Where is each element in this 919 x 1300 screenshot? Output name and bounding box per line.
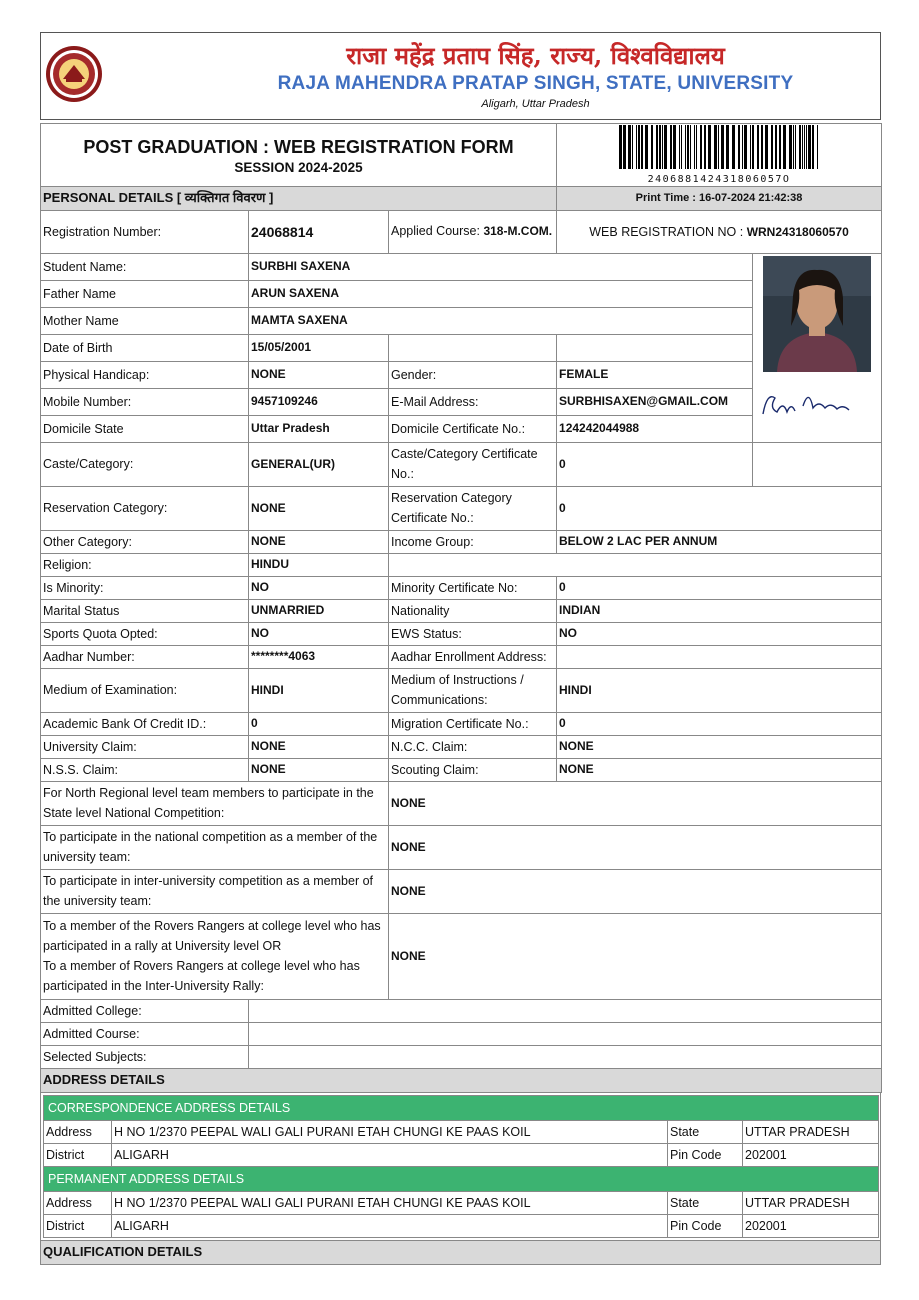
pin-code-label: Pin Code [668,1143,743,1166]
dob-value: 15/05/2001 [249,334,389,361]
sports-label: Sports Quota Opted: [41,622,249,645]
state-label: State [668,1191,743,1214]
personal-details-heading: PERSONAL DETAILS [ व्यक्तिगत विवरण ] [41,187,557,211]
income-label: Income Group: [389,530,557,553]
web-reg-label: WEB REGISTRATION NO : [589,224,744,239]
father-name-label: Father Name [41,280,249,307]
web-reg-cell [557,210,882,253]
minority-value: NO [249,576,389,599]
permanent-address-heading: PERMANENT ADDRESS DETAILS [44,1166,879,1191]
district-label: District [44,1214,112,1237]
ews-label: EWS Status: [389,622,557,645]
correspondence-address-value: H NO 1/2370 PEEPAL WALI GALI PURANI ETAH CHUNGI KE PAAS KOIL [112,1120,668,1143]
minority-cert-value: 0 [557,576,882,599]
competition-value: NONE [389,913,882,999]
student-signature [753,378,861,426]
reservation-value: NONE [249,486,389,530]
domicile-label: Domicile State [41,415,249,442]
barcode-number: 240688142431806057O [647,174,791,185]
domicile-value: Uttar Pradesh [249,415,389,442]
pin-code-label: Pin Code [668,1214,743,1237]
father-name-value: ARUN SAXENA [249,280,753,307]
ncc-claim-value: NONE [557,735,882,758]
nss-claim-label: N.S.S. Claim: [41,758,249,781]
barcode-icon [619,125,819,169]
domicile-cert-value: 124242044988 [557,415,753,442]
personal-details-table [40,123,882,1093]
university-claim-label: University Claim: [41,735,249,758]
migration-label: Migration Certificate No.: [389,712,557,735]
caste-cert-label: Caste/Category Certificate No.: [389,442,557,486]
university-location: Aligarh, Uttar Pradesh [481,98,590,110]
sports-value: NO [249,622,389,645]
abc-id-value: 0 [249,712,389,735]
handicap-label: Physical Handicap: [41,361,249,388]
mother-name-value: MAMTA SAXENA [249,307,753,334]
print-time: Print Time : 16-07-2024 21:42:38 [557,187,882,211]
rovers-rangers-label [41,913,389,999]
religion-value: HINDU [249,553,389,576]
correspondence-address-table [43,1095,879,1238]
scouting-claim-label: Scouting Claim: [389,758,557,781]
scouting-claim-value: NONE [557,758,882,781]
selected-subjects-label: Selected Subjects: [41,1045,249,1068]
marital-value: UNMARRIED [249,599,389,622]
caste-cert-value: 0 [557,442,753,486]
other-category-label: Other Category: [41,530,249,553]
web-reg-number: WRN24318060570 [746,224,849,239]
minority-cert-label: Minority Certificate No: [389,576,557,599]
correspondence-state-value: UTTAR PRADESH [743,1120,879,1143]
correspondence-pin-value: 202001 [743,1143,879,1166]
mobile-value: 9457109246 [249,388,389,415]
permanent-address-value: H NO 1/2370 PEEPAL WALI GALI PURANI ETAH CHUNGI KE PAAS KOIL [112,1191,668,1214]
address-label: Address [44,1120,112,1143]
domicile-cert-label: Domicile Certificate No.: [389,415,557,442]
income-value: BELOW 2 LAC PER ANNUM [557,530,882,553]
nss-claim-value: NONE [249,758,389,781]
correspondence-address-heading: CORRESPONDENCE ADDRESS DETAILS [44,1095,879,1120]
email-value: SURBHISAXEN@GMAIL.COM [557,388,753,415]
form-title-cell [41,124,557,187]
other-category-value: NONE [249,530,389,553]
competition-value: NONE [389,869,882,913]
reservation-label: Reservation Category: [41,486,249,530]
nationality-label: Nationality [389,599,557,622]
medium-exam-value: HINDI [249,668,389,712]
reservation-cert-value: 0 [557,486,882,530]
medium-instruction-value: HINDI [557,668,882,712]
mobile-label: Mobile Number: [41,388,249,415]
caste-label: Caste/Category: [41,442,249,486]
state-label: State [668,1120,743,1143]
qualification-table [40,1240,881,1265]
marital-label: Marital Status [41,599,249,622]
correspondence-district-value: ALIGARH [112,1143,668,1166]
abc-id-label: Academic Bank Of Credit ID.: [41,712,249,735]
university-name-english: RAJA MAHENDRA PRATAP SINGH, STATE, UNIVERSITY [277,73,794,94]
medium-exam-label: Medium of Examination: [41,668,249,712]
admitted-course-label: Admitted Course: [41,1022,249,1045]
reg-number-label: Registration Number: [41,210,249,253]
permanent-district-value: ALIGARH [112,1214,668,1237]
aadhar-value: ********4063 [249,645,389,668]
selected-subjects-value [249,1045,882,1068]
university-name-hindi: राजा महेंद्र प्रताप सिंह, राज्य, विश्वविद्यालय [346,41,725,70]
university-header [40,32,881,120]
photo-signature-cell [753,253,882,442]
ncc-claim-label: N.C.C. Claim: [389,735,557,758]
caste-value: GENERAL(UR) [249,442,389,486]
gender-value: FEMALE [557,361,753,388]
registration-form-page [40,32,881,1265]
address-section [40,1093,881,1240]
admitted-college-label: Admitted College: [41,999,249,1022]
permanent-state-value: UTTAR PRADESH [743,1191,879,1214]
university-claim-value: NONE [249,735,389,758]
competition-label: To participate in inter-university competition as a member of the university team: [41,869,389,913]
student-photo [763,256,871,372]
permanent-pin-value: 202001 [743,1214,879,1237]
form-title: POST GRADUATION : WEB REGISTRATION FORM [83,136,514,157]
religion-label: Religion: [41,553,249,576]
district-label: District [44,1143,112,1166]
competition-value: NONE [389,781,882,825]
address-label: Address [44,1191,112,1214]
nationality-value: INDIAN [557,599,882,622]
mother-name-label: Mother Name [41,307,249,334]
reservation-cert-label: Reservation Category Certificate No.: [389,486,557,530]
address-details-heading: ADDRESS DETAILS [41,1068,882,1092]
student-name-value: SURBHI SAXENA [249,253,753,280]
dob-label: Date of Birth [41,334,249,361]
medium-instruction-label: Medium of Instructions / Communications: [389,668,557,712]
aadhar-address-value [557,645,882,668]
ews-value: NO [557,622,882,645]
applied-course-value: 318-M.COM. [483,224,553,239]
competition-label: For North Regional level team members to participate in the State level National Competition: [41,781,389,825]
admitted-college-value [249,999,882,1022]
form-session: SESSION 2024-2025 [234,159,363,175]
student-name-label: Student Name: [41,253,249,280]
competition-label: To participate in the national competition as a member of the university team: [41,825,389,869]
migration-value: 0 [557,712,882,735]
aadhar-label: Aadhar Number: [41,645,249,668]
applied-course-label: Applied Course: [391,224,480,239]
rovers-rangers-label-2: To a member of Rovers Rangers at college level who has participated in the Inter-University Rally: [43,959,360,994]
barcode-cell [557,124,882,187]
email-label: E-Mail Address: [389,388,557,415]
reg-number-value: 24068814 [249,210,389,253]
minority-label: Is Minority: [41,576,249,599]
rovers-rangers-label-1: To a member of the Rovers Rangers at college level who has participated in a rally at University level OR [43,919,381,954]
aadhar-address-label: Aadhar Enrollment Address: [389,645,557,668]
applied-course-cell [389,210,557,253]
competition-value: NONE [389,825,882,869]
qualification-details-heading: QUALIFICATION DETAILS [41,1240,881,1264]
admitted-course-value [249,1022,882,1045]
handicap-value: NONE [249,361,389,388]
gender-label: Gender: [389,361,557,388]
